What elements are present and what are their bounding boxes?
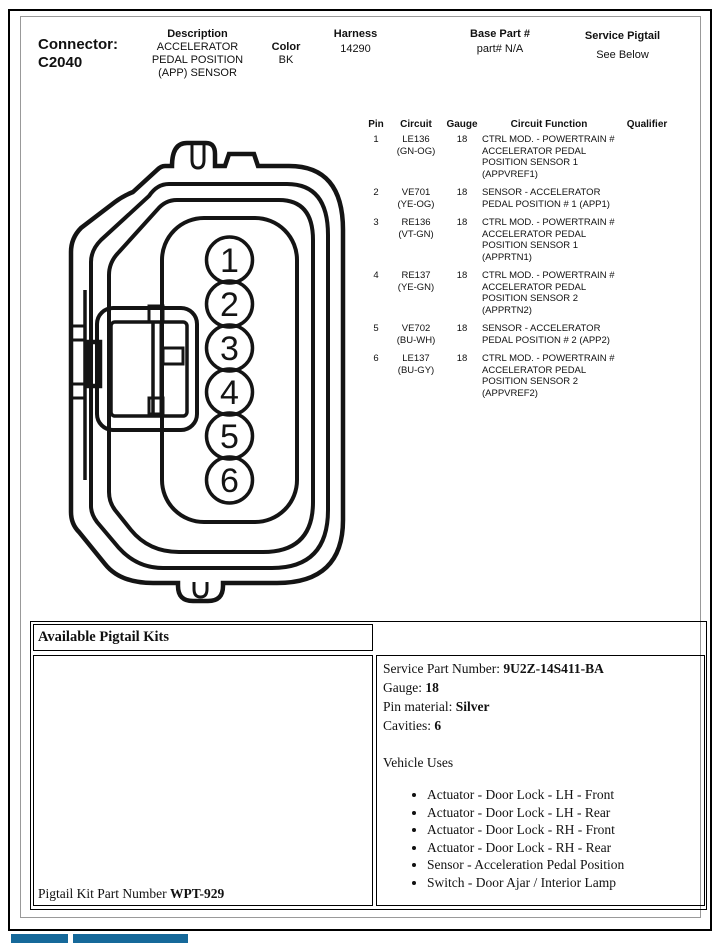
description-label: Description bbox=[167, 28, 228, 40]
pin-2-number: 2 bbox=[220, 286, 239, 324]
description-line1: ACCELERATOR bbox=[156, 41, 239, 53]
description-line2: PEDAL POSITION bbox=[151, 54, 244, 66]
table-row bbox=[363, 270, 677, 323]
pin-5-number: 5 bbox=[220, 418, 239, 456]
list-item: • Sensor - Acceleration Pedal Position bbox=[427, 856, 698, 874]
service-part-cell bbox=[376, 655, 705, 906]
list-item: • Switch - Door Ajar / Interior Lamp bbox=[427, 874, 698, 892]
table-row bbox=[363, 217, 677, 270]
circuit-cell: LE137 (BU-GY) bbox=[397, 353, 435, 376]
function-cell: SENSOR - ACCELERATOR PEDAL POSITION # 2 (APP2) bbox=[482, 323, 610, 346]
function-cell: CTRL MOD. - POWERTRAIN # ACCELERATOR PEDAL POSITION SENSOR 2 (APPVREF2) bbox=[482, 353, 615, 399]
pin-table bbox=[363, 119, 677, 406]
connector-diagram bbox=[57, 140, 347, 605]
gauge-cell: 18 bbox=[456, 134, 468, 145]
pin-4-number: 4 bbox=[220, 374, 239, 412]
list-item: • Actuator - Door Lock - LH - Rear bbox=[427, 804, 698, 822]
pigtail-kits-section bbox=[30, 621, 707, 910]
list-item: • Actuator - Door Lock - RH - Rear bbox=[427, 839, 698, 857]
table-row bbox=[363, 134, 677, 187]
base-part-label: Base Part # bbox=[470, 28, 530, 40]
harness-value: 14290 bbox=[340, 43, 371, 55]
footer-button-right[interactable] bbox=[73, 934, 188, 943]
table-row bbox=[363, 187, 677, 217]
pin-cell: 5 bbox=[373, 323, 379, 334]
pin-header: Pin bbox=[368, 119, 384, 130]
gauge-cell: 18 bbox=[456, 270, 468, 281]
pin-1-number: 1 bbox=[220, 242, 239, 280]
top-tab-slot bbox=[192, 144, 204, 168]
pin-cell: 3 bbox=[373, 217, 379, 228]
list-item: • Actuator - Door Lock - LH - Front bbox=[427, 786, 698, 804]
base-part-value: part# N/A bbox=[476, 43, 524, 55]
function-header: Circuit Function bbox=[510, 119, 588, 130]
description-line3: (APP) SENSOR bbox=[158, 67, 237, 79]
footer-button-left[interactable] bbox=[11, 934, 68, 943]
harness-column bbox=[318, 28, 393, 56]
vehicle-uses-list bbox=[383, 786, 698, 891]
harness-label: Harness bbox=[333, 28, 378, 40]
list-item: • Actuator - Door Lock - RH - Front bbox=[427, 821, 698, 839]
qualifier-cell bbox=[617, 187, 677, 217]
pin-cell: 2 bbox=[373, 187, 379, 198]
gauge-cell: 18 bbox=[456, 217, 468, 228]
function-cell: SENSOR - ACCELERATOR PEDAL POSITION # 1 (APP1) bbox=[482, 187, 610, 210]
pigtail-kit-part-number: Pigtail Kit Part Number WPT-929 bbox=[38, 886, 225, 901]
description-column bbox=[140, 28, 255, 80]
pin-cell: 4 bbox=[373, 270, 379, 281]
circuit-cell: LE136 (GN-OG) bbox=[396, 134, 436, 157]
color-value: BK bbox=[278, 54, 294, 66]
qualifier-cell bbox=[617, 270, 677, 323]
circuit-cell: VE701 (YE-OG) bbox=[397, 187, 435, 210]
circuit-cell: VE702 (BU-WH) bbox=[396, 323, 436, 346]
table-row bbox=[363, 323, 677, 353]
function-cell: CTRL MOD. - POWERTRAIN # ACCELERATOR PEDAL POSITION SENSOR 2 (APPRTN2) bbox=[482, 270, 615, 316]
pin-6-number: 6 bbox=[220, 462, 239, 500]
pigtail-kits-title: Available Pigtail Kits bbox=[33, 624, 373, 651]
service-pigtail-column bbox=[570, 30, 675, 62]
qualifier-cell bbox=[617, 134, 677, 187]
pin-material-line: Pin material: Silver bbox=[383, 699, 490, 714]
qualifier-header: Qualifier bbox=[626, 119, 668, 130]
connector-label: Connector: bbox=[38, 36, 118, 53]
base-part-column bbox=[452, 28, 548, 56]
qualifier-cell bbox=[617, 217, 677, 270]
function-cell: CTRL MOD. - POWERTRAIN # ACCELERATOR PEDAL POSITION SENSOR 1 (APPRTN1) bbox=[482, 217, 615, 263]
pin-3-number: 3 bbox=[220, 330, 239, 368]
connector-id: C2040 bbox=[38, 54, 83, 71]
service-pigtail-label: Service Pigtail bbox=[584, 30, 661, 42]
gauge-cell: 18 bbox=[456, 323, 468, 334]
service-pigtail-value: See Below bbox=[596, 49, 649, 61]
qualifier-cell bbox=[617, 323, 677, 353]
circuit-cell: RE137 (YE-GN) bbox=[397, 270, 435, 293]
circuit-cell: RE136 (VT-GN) bbox=[398, 217, 434, 240]
gauge-header: Gauge bbox=[446, 119, 478, 130]
gauge-cell: 18 bbox=[456, 187, 468, 198]
vehicle-uses-heading: Vehicle Uses bbox=[383, 755, 454, 770]
connector-title bbox=[38, 36, 118, 72]
pigtail-kit-cell bbox=[33, 655, 373, 906]
circuit-header: Circuit bbox=[400, 119, 432, 130]
cavities-line: Cavities: 6 bbox=[383, 718, 442, 733]
pin-cell: 1 bbox=[373, 134, 379, 145]
latch-release-tab bbox=[87, 342, 100, 386]
bottom-tab-slot bbox=[194, 582, 207, 597]
gauge-cell: 18 bbox=[456, 353, 468, 364]
pin-table-header-row bbox=[363, 119, 677, 134]
latch-detail-box bbox=[163, 348, 183, 364]
color-column bbox=[262, 41, 310, 67]
pin-cell: 6 bbox=[373, 353, 379, 364]
function-cell: CTRL MOD. - POWERTRAIN # ACCELERATOR PEDAL POSITION SENSOR 1 (APPVREF1) bbox=[482, 134, 615, 180]
service-part-number-line: Service Part Number: 9U2Z-14S411-BA bbox=[383, 661, 604, 676]
gauge-line: Gauge: 18 bbox=[383, 680, 439, 695]
table-row bbox=[363, 353, 677, 406]
color-label: Color bbox=[271, 41, 301, 53]
qualifier-cell bbox=[617, 353, 677, 406]
